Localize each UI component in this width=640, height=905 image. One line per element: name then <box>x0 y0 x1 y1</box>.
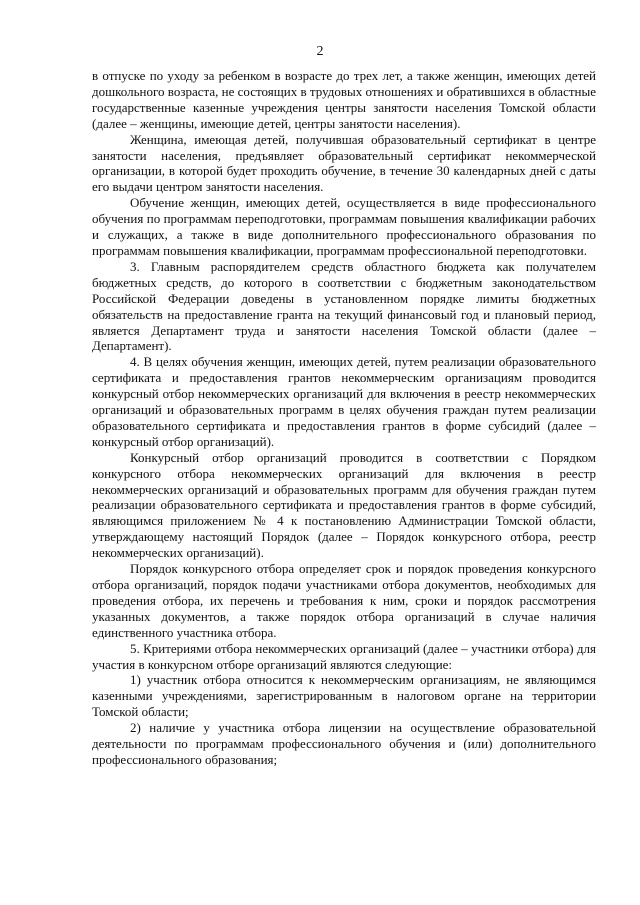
paragraph-item-4: 4. В целях обучения женщин, имеющих детей, путем реализации образовательного сертификата и предоставления грантов некоммерческим организациям проводится конкурсный отбор некоммерческих организаций для включения в реестр некоммерческих организаций и образовательных программ в целях обучения граждан путем реализации образовательного сертификата и предоставления грантов в форме субсидий (далее – конкурсный отбор организаций). <box>92 354 596 449</box>
paragraph-selection-scope: Порядок конкурсного отбора определяет срок и порядок проведения конкурсного отбора организаций, порядок подачи участниками отбора документов, необходимых для проведения отбора, их перечень и требования к ним, сроки и порядок рассмотрения указанных документов, а также порядок отбора организаций в случае наличия единственного участника отбора. <box>92 561 596 640</box>
document-body <box>92 68 596 768</box>
page-number: 2 <box>316 44 324 59</box>
list-item-criterion-1: 1) участник отбора относится к некоммерческим организациям, не являющимся казенными учреждениями, зарегистрированным в налоговом органе на территории Томской области; <box>92 672 596 720</box>
paragraph-continuation: в отпуске по уходу за ребенком в возрасте до трех лет, а также женщин, имеющих детей дошкольного возраста, не состоящих в трудовых отношениях и обратившихся в областные государственные казенные учреждения центры занятости населения Томской области (далее – женщины, имеющие детей, центры занятости населения). <box>92 68 596 131</box>
paragraph-item-5: 5. Критериями отбора некоммерческих организаций (далее – участники отбора) для участия в конкурсном отборе организаций являются следующие: <box>92 640 596 672</box>
paragraph-item-3: 3. Главным распорядителем средств областного бюджета как получателем бюджетных средств, до которого в соответствии с бюджетным законодательством Российской Федерации доведены в установленном порядке лимиты бюджетных обязательств на предоставление гранта на текущий финансовый год и плановый период, является Департамент труда и занятости населения Томской области (далее – Департамент). <box>92 258 596 354</box>
paragraph-selection-procedure: Конкурсный отбор организаций проводится в соответствии с Порядком конкурсного отбора некоммерческих организаций для включения в реестр некоммерческих организаций и образовательных программ для обучения граждан путем реализации образовательного сертификата и предоставления грантов в форме субсидий, являющимся приложением № 4 к постановлению Администрации Томской области, утверждающему настоящий Порядок (далее – Порядок конкурсного отбора, реестр некоммерческих организаций). <box>92 449 596 561</box>
list-item-criterion-2: 2) наличие у участника отбора лицензии на осуществление образовательной деятельности по программам профессионального обучения и (или) дополнительного профессионального образования; <box>92 720 596 767</box>
paragraph-certificate-presentation: Женщина, имеющая детей, получившая образовательный сертификат в центре занятости населения, предъявляет образовательный сертификат некоммерческой организации, в которой будет проходить обучение, в течение 30 календарных дней с даты его выдачи центром занятости населения. <box>92 131 596 195</box>
paragraph-training-forms: Обучение женщин, имеющих детей, осуществляется в виде профессионального обучения по программам переподготовки, программам повышения квалификации рабочих и служащих, а также в виде дополнительного профессионального образования по программам повышения квалификации, программам профессиональной переподготовки. <box>92 195 596 258</box>
